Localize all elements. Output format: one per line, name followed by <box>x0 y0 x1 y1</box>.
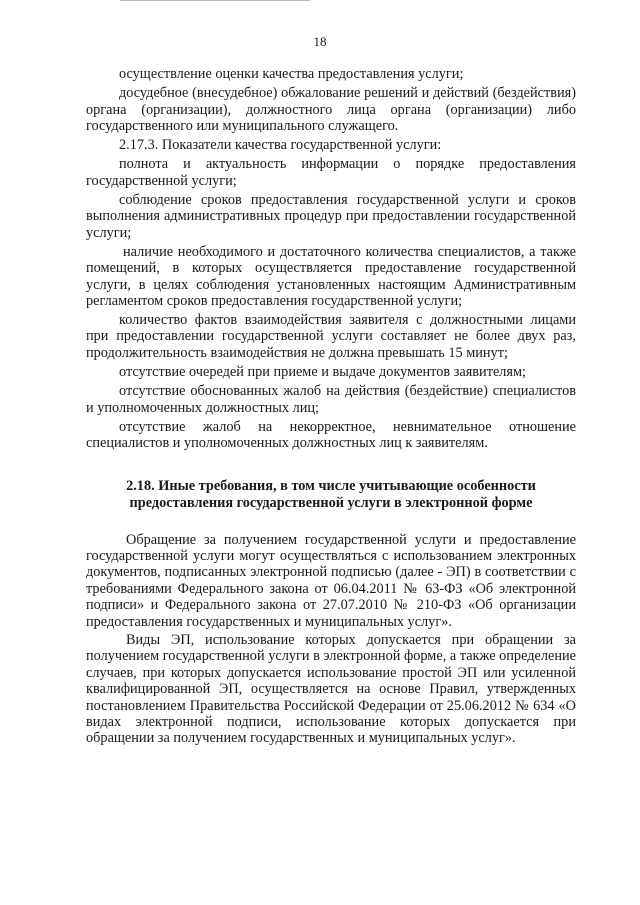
document-page <box>86 66 576 749</box>
paragraph: Виды ЭП, использование которых допускается при обращении за получением государственной услуги в электронной форме, а также определение случаев, при которых допускается использование простой ЭП или усиленной квалифицированной ЭП, осуществляется на основе Правил, утвержденных постановлением Правительства Российской Федерации от 25.06.2012 № 634 «О видах электронной подписи, использование которых допускается при обращении за получением государственных и муниципальных услуг». <box>86 631 576 747</box>
list-item: соблюдение сроков предоставления государственной услуги и сроков выполнения административных процедур при предоставлении государственной услуги; <box>86 192 576 241</box>
list-item: досудебное (внесудебное) обжалование решений и действий (бездействия) органа (организации), должностного лица органа (организации) либо государственного или муниципального служащего. <box>86 85 576 134</box>
list-item: полнота и актуальность информации о порядке предоставления государственной услуги; <box>86 156 576 189</box>
subsection-title: 2.17.3. Показатели качества государственной услуги: <box>119 137 442 154</box>
list-item: отсутствие очередей при приеме и выдаче документов заявителям; <box>119 364 527 381</box>
scan-top-edge <box>120 0 310 1</box>
list-item: отсутствие обоснованных жалоб на действия (бездействие) специалистов и уполномоченных должностных лиц; <box>86 383 576 416</box>
section-heading: 2.18. Иные требования, в том числе учитывающие особенности предоставления государственной услуги в электронной форме <box>126 477 536 511</box>
list-item: количество фактов взаимодействия заявителя с должностными лицами при предоставлении государственной услуги составляет не более двух раз, продолжительность взаимодействия не должна превышать 15 минут; <box>86 312 576 361</box>
page-number: 18 <box>313 34 327 49</box>
list-item: наличие необходимого и достаточного количества специалистов, а также помещений, в которых осуществляется предоставление государственной услуги, в целях соблюдения установленных настоящим Административным регламентом сроков предоставления государственной услуги; <box>86 243 576 309</box>
paragraph: Обращение за получением государственной услуги и предоставление государственной услуги могут осуществляться с использованием электронных документов, подписанных электронной подписью (далее - ЭП) в соответствии с требованиями Федерального закона от 06.04.2011 № 63-ФЗ «Об электронной подписи» и Федерального закона от 27.07.2010 № 210-ФЗ «Об организации предоставления государственных и муниципальных услуг». <box>86 531 576 630</box>
section-body <box>86 532 576 747</box>
list-item: отсутствие жалоб на некорректное, невнимательное отношение специалистов и уполномоченных должностных лиц к заявителям. <box>86 418 576 452</box>
list-item: осуществление оценки качества предоставления услуги; <box>119 66 464 82</box>
